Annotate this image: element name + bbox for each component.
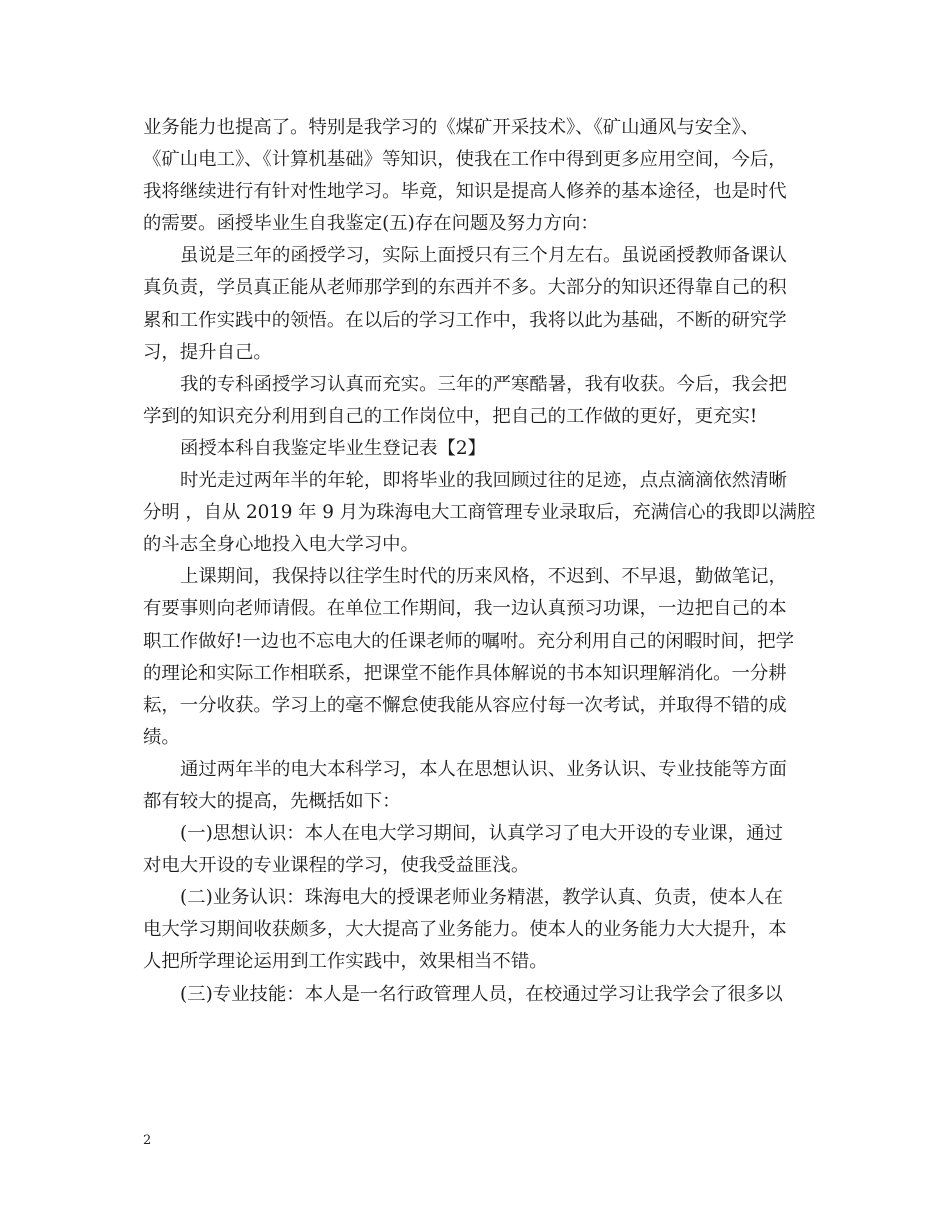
text-line: 的斗志全身心地投入电大学习中。	[143, 534, 419, 556]
text-line: 分明 ，自从 2019 年 9 月为珠海电大工商管理专业录取后，充满信心的我即以满腔	[143, 502, 816, 524]
text-line: 函授本科自我鉴定毕业生登记表【2】	[180, 437, 486, 459]
text-line: 人把所学理论运用到工作实践中，效果相当不错。	[143, 951, 548, 973]
text-line: 我将继续进行有针对性地学习。毕竟，知识是提高人修养的基本途径，也是时代	[143, 181, 787, 203]
text-line: 我的专科函授学习认真而充实。三年的严寒酷暑，我有收获。今后，我会把	[180, 373, 787, 395]
text-line: 的需要。函授毕业生自我鉴定(五)存在问题及努力方向：	[143, 213, 599, 235]
text-line: 虽说是三年的函授学习，实际上面授只有三个月左右。虽说函授教师备课认	[180, 245, 787, 267]
text-line: 《矿山电工》、《计算机基础》等知识，使我在工作中得到更多应用空间，今后，	[143, 149, 787, 171]
text-line: 职工作做好!一边也不忘电大的任课老师的嘱咐。充分利用自己的闲暇时间，把学	[143, 630, 795, 652]
text-line: 真负责，学员真正能从老师那学到的东西并不多。大部分的知识还得靠自己的积	[143, 277, 787, 299]
text-line: 累和工作实践中的领悟。在以后的学习工作中，我将以此为基础，不断的研究学	[143, 309, 787, 331]
text-line: 耘，一分收获。学习上的毫不懈怠使我能从容应付每一次考试，并取得不错的成	[143, 694, 787, 716]
text-line: (二)业务认识：珠海电大的授课老师业务精湛，教学认真、负责，使本人在	[180, 887, 783, 909]
text-line: (三)专业技能：本人是一名行政管理人员，在校通过学习让我学会了很多以	[180, 983, 783, 1005]
text-line: 电大学习期间收获颇多，大大提高了业务能力。使本人的业务能力大大提升，本	[143, 919, 787, 941]
text-line: 有要事则向老师请假。在单位工作期间，我一边认真预习功课，一边把自己的本	[143, 598, 787, 620]
text-line: 通过两年半的电大本科学习，本人在思想认识、业务认识、专业技能等方面	[180, 758, 787, 780]
text-line: 都有较大的提高，先概括如下：	[143, 790, 401, 812]
text-line: 业务能力也提高了。特别是我学习的《煤矿开采技术》、《矿山通风与安全》、	[143, 117, 760, 138]
text-line: 绩。	[143, 726, 180, 748]
text-line: 的理论和实际工作相联系，把课堂不能作具体解说的书本知识理解消化。一分耕	[143, 662, 787, 684]
text-line: 习，提升自己。	[143, 341, 272, 363]
body-text	[143, 112, 815, 1011]
page-number: 2	[143, 1133, 152, 1148]
text-line: 上课期间，我保持以往学生时代的历来风格，不迟到、不早退，勤做笔记，	[180, 566, 787, 588]
text-line: (一)思想认识：本人在电大学习期间，认真学习了电大开设的专业课，通过	[180, 823, 783, 845]
text-line: 对电大开设的专业课程的学习，使我受益匪浅。	[143, 855, 530, 877]
text-line: 学到的知识充分利用到自己的工作岗位中，把自己的工作做的更好，更充实!	[143, 405, 758, 427]
text-line: 时光走过两年半的年轮，即将毕业的我回顾过往的足迹，点点滴滴依然清晰	[180, 470, 787, 492]
